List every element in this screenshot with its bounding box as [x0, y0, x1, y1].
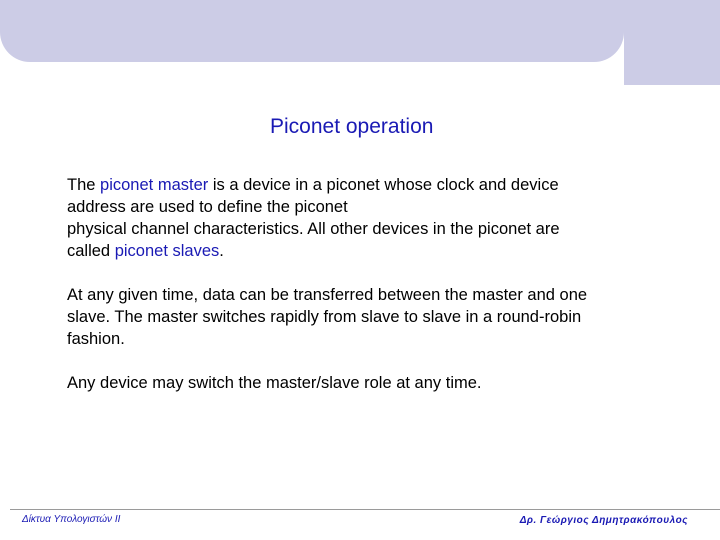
paragraph-role-switch	[67, 372, 667, 394]
p1-line4-pre: called	[67, 242, 115, 260]
p1-line2: address are used to define the piconet	[67, 198, 348, 216]
p1-line3: physical channel characteristics. All other devices in the piconet are	[67, 220, 560, 238]
p2-line1: At any given time, data can be transferred between the master and one	[67, 286, 588, 304]
slide-content	[67, 174, 667, 416]
p1-line1-rest: is a device in a piconet whose clock and device	[208, 176, 559, 194]
footer-author-name: Δρ. Γεώργιος Δημητρακόπουλος	[519, 515, 688, 526]
top-banner	[0, 0, 624, 62]
p1-end: .	[219, 242, 224, 260]
footer-course-name: Δίκτυα Υπολογιστών ΙΙ	[22, 514, 121, 525]
paragraph-data-transfer	[67, 284, 667, 350]
p2-line2: slave. The master switches rapidly from slave to slave in a round-robin	[67, 308, 582, 326]
slide-title-text: Piconet operation	[270, 115, 434, 138]
p1-pre: The	[67, 176, 101, 194]
footer-divider	[10, 509, 720, 510]
term-piconet-slaves: piconet slaves	[114, 242, 220, 260]
term-piconet-master: piconet master	[100, 176, 209, 194]
paragraph-piconet-definition	[67, 174, 667, 262]
top-corner-block	[624, 0, 720, 85]
p3-text: Any device may switch the master/slave role at any time.	[67, 374, 482, 392]
p2-line3: fashion.	[67, 330, 125, 348]
